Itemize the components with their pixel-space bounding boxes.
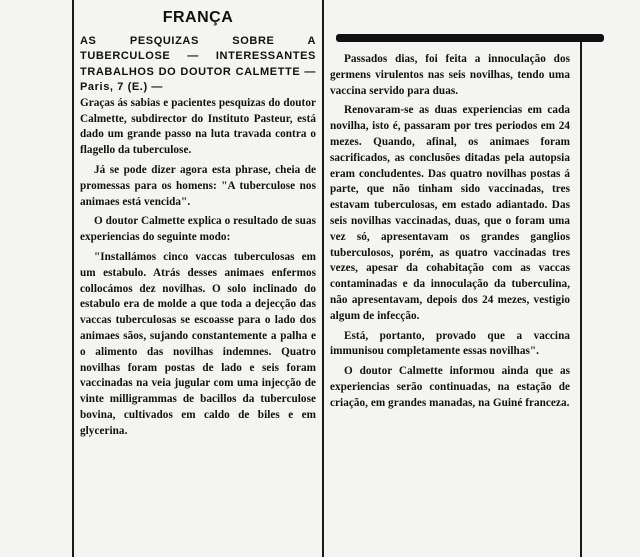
paragraph: Renovaram-se as duas experiencias em cada novilha, isto é, passaram por tres periodos em 24 mezes. Quando, afinal, os animaes foram sacrificados, as conclusões ditadas pela autopsia eram concludentes. Das quatro novilhas postas á parte, que não tinham sido vaccinadas, tres estavam tuberculosas, em estado adiantado. Das seis novilhas vaccinadas, duas, que o foram uma vez só, apresentavam os grandes ganglios tuberculosos, porém, as quatro vaccinadas tres vezes, apesar da cohabitação com as vaccas contaminadas e da innoculação da tuberculina, não apresentavam, depois dos 24 mezes, vestigio algum de infecção.: [330, 104, 570, 322]
paragraph: Graças ás sabias e pacientes pesquizas do doutor Calmette, subdirector do Instituto Pasteur, está dado um grande passo na luta travada contra o flagello da tuberculose.: [80, 96, 316, 157]
column-rule-left: [72, 0, 74, 557]
article-headline: AS PESQUIZAS SOBRE A TUBERCULOSE — INTERESSANTES TRABALHOS DO DOUTOR CALMETTE — Paris, 7 (E.) —: [80, 34, 316, 94]
paragraph: Já se pode dizer agora esta phrase, cheia de promessas para os homens: "A tuberculose nos animaes está vencida".: [80, 163, 316, 208]
column-rule-middle: [322, 0, 324, 557]
section-title: FRANÇA: [162, 9, 234, 26]
column-rule-right: [580, 40, 582, 557]
paragraph: "Installámos cinco vaccas tuberculosas em um estabulo. Atrás desses animaes enfermos collocámos dez novilhas. O solo inclinado do estabulo era de molde a que toda a dejecção das vaccas tuberculosas se escoasse para o lado dos animaes sãos, sujando constantemente a palha e o alimento das novilhas indemnes. Quatro novilhas foram postas de lado e seis foram vaccinadas na veia jugular com uma injecção de vinte milligrammas de bacillos da tuberculose bovina, cultivados em caldo de biles e em glycerina.: [80, 250, 316, 437]
column-top-bar: [336, 34, 604, 42]
paragraph: Está, portanto, provado que a vaccina immunisou completamente essas novilhas".: [330, 329, 570, 358]
paragraph: Passados dias, foi feita a innoculação dos germens virulentos nas seis novilhas, tendo uma vaccina servido para duas.: [330, 53, 570, 97]
article-right-column: [330, 52, 570, 416]
article-left-column: [80, 0, 316, 444]
paragraph: O doutor Calmette explica o resultado de suas experiencias do seguinte modo:: [80, 215, 316, 244]
paragraph: O doutor Calmette informou ainda que as experiencias serão continuadas, na estação de criação, em grandes manadas, na Guiné franceza.: [330, 365, 570, 409]
